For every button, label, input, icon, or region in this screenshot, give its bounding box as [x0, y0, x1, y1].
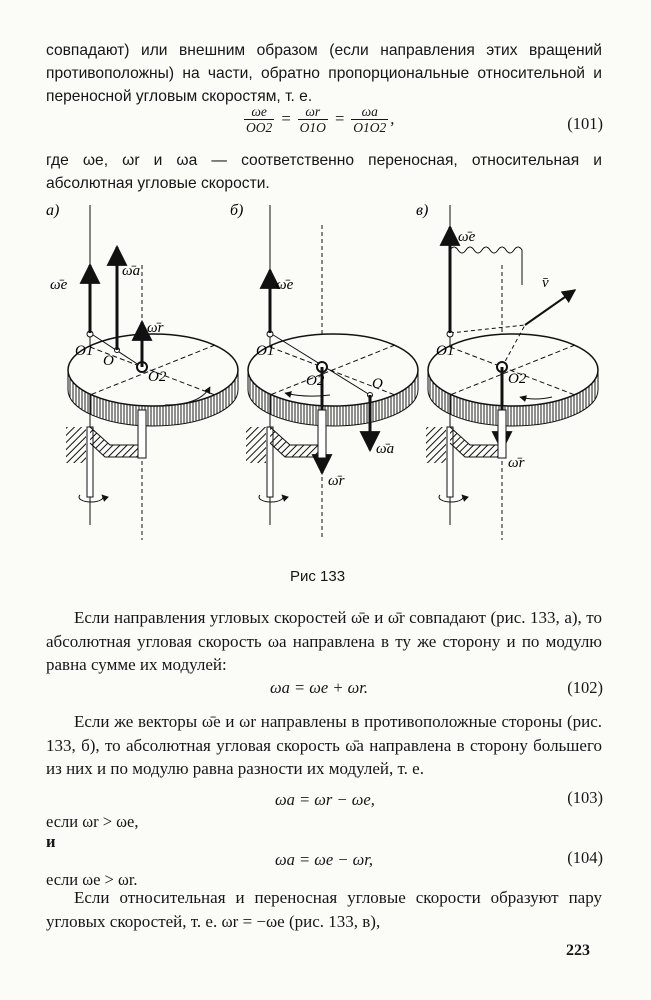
equation-103-number: (103)	[567, 788, 603, 807]
bearing	[66, 427, 86, 463]
label-O2: O2	[148, 369, 167, 385]
eq101-fraction-2	[298, 104, 328, 136]
page-number: 223	[566, 942, 590, 959]
panel-b-label: б)	[230, 202, 244, 219]
label-we: ω̄e	[276, 277, 294, 293]
eq101-num3: ωa	[351, 104, 388, 120]
bearing	[246, 427, 266, 463]
label-wa: ω̄a	[376, 441, 395, 457]
crank-pin	[138, 410, 146, 458]
vector-v	[525, 290, 575, 325]
wavy-connector	[450, 247, 522, 285]
label-O2: O2	[508, 371, 527, 387]
label-O1: O1	[256, 343, 275, 359]
equals-sign: =	[280, 108, 292, 128]
equation-101-number: (101)	[567, 114, 603, 133]
label-O: O	[372, 376, 383, 392]
panel-a	[46, 202, 238, 540]
label-we: ω̄e	[458, 229, 476, 245]
equation-102-number: (102)	[567, 678, 603, 697]
label-O1: O1	[436, 343, 455, 359]
comma: ,	[390, 108, 395, 128]
label-v: v̄	[542, 275, 549, 291]
condition-103: если ωr > ωe,	[46, 812, 139, 831]
radius-line	[450, 325, 525, 333]
eq101-fraction-3	[351, 104, 388, 136]
paragraph-103	[46, 710, 602, 781]
paragraph-last	[46, 886, 602, 934]
eq101-den3: O1O2	[353, 120, 387, 135]
panel-a-label: а)	[46, 202, 60, 219]
paragraph-102	[46, 606, 602, 677]
crank	[450, 427, 500, 457]
equation-103: ωa = ωr − ωe,	[275, 790, 375, 809]
paragraph-102-text: Если направления угловых скоростей ω̄e и ω̄r совпадают (рис. 133, а), то абсолютная угловая скорость ωa направлена в ту же сторону и по модулю равна сумме их модулей:	[46, 608, 602, 674]
crank	[270, 427, 320, 457]
panel-c	[416, 202, 598, 540]
label-we: ω̄e	[50, 277, 68, 293]
paragraph-top	[46, 40, 602, 108]
label-O: O	[103, 353, 114, 369]
equation-104: ωa = ωe − ωr,	[275, 850, 374, 869]
equation-104-number: (104)	[567, 848, 603, 867]
panel-b	[230, 202, 418, 540]
equals-sign: =	[334, 108, 346, 128]
label-O2: O2	[306, 373, 325, 389]
crank-pin	[318, 410, 326, 458]
eq101-den1: OO2	[246, 120, 273, 135]
panel-c-label: в)	[416, 202, 429, 219]
paragraph-where	[46, 150, 602, 196]
figure-133	[30, 195, 620, 565]
label-wr: ω̄r	[147, 320, 164, 336]
eq101-den2: O1O	[299, 120, 326, 135]
condition-104: если ωe > ωr.	[46, 870, 138, 889]
equation-102: ωa = ωe + ωr.	[270, 678, 369, 697]
eq101-fraction-1	[244, 104, 274, 136]
eq101-num2: ωr	[298, 104, 328, 120]
figure-caption: Рис 133	[290, 568, 346, 585]
label-wr: ω̄r	[508, 455, 525, 471]
equation-101	[242, 104, 394, 136]
paragraph-top-text: совпадают) или внешним образом (если направления этих вращений противоположны) на части, обратно пропорциональные относительной и переносной угловым скоростям, т. е.	[46, 42, 602, 105]
label-wr: ω̄r	[328, 473, 345, 489]
paragraph-last-text: Если относительная и переносная угловые скорости образуют пару угловых скоростей, т. е. ωr = −ωe (рис. 133, в),	[46, 888, 602, 931]
label-O1: O1	[75, 343, 94, 359]
paragraph-103-text: Если же векторы ω̄e и ωr направлены в противоположные стороны (рис. 133, б), то абсолютная угловая скорость ω̄a направлена в сторону большего из них и по модулю равна разности их модулей, т. е.	[46, 712, 602, 778]
eq101-num1: ωe	[244, 104, 274, 120]
and-word: и	[46, 832, 56, 851]
label-wa: ω̄a	[122, 263, 141, 279]
bearing	[426, 427, 446, 463]
crank	[90, 427, 140, 457]
paragraph-where-text: где ωe, ωr и ωa — соответственно переносная, относительная и абсолютная угловые скорости.	[46, 152, 602, 192]
crank-pin	[498, 410, 506, 458]
